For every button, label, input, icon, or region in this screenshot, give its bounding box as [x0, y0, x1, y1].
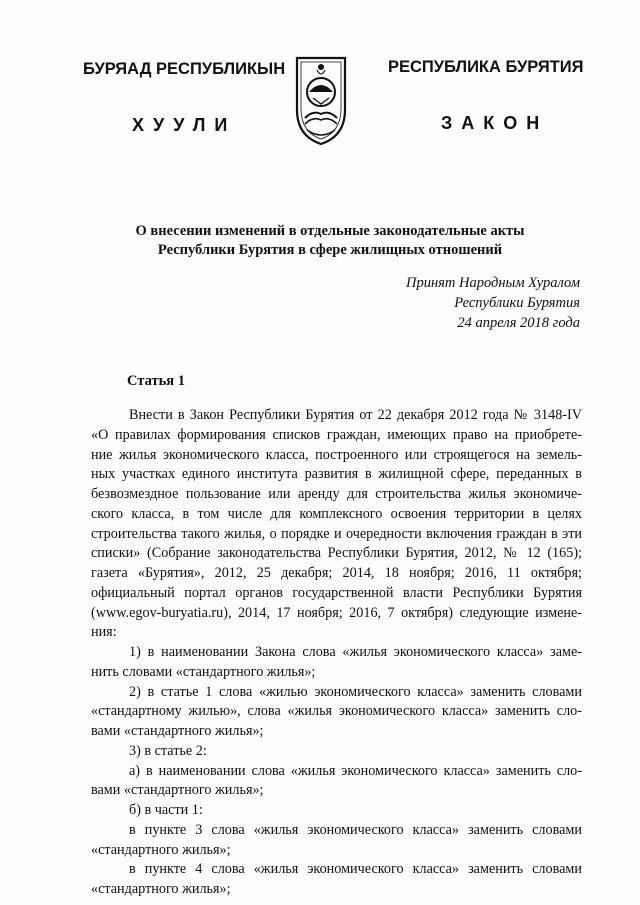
article-paragraph: 1) в наименовании Закона слова «жилья экономического класса» заме- нить словами «стандартного жилья»; [91, 644, 582, 680]
coat-of-arms-emblem-icon [293, 48, 349, 148]
adoption-date: 24 апреля 2018 года [457, 315, 580, 331]
article-heading: Статья 1 [127, 373, 185, 389]
law-title [60, 222, 600, 260]
header-buryat-law: ХУУЛИ [132, 115, 237, 135]
adoption-note [406, 273, 580, 333]
article-paragraph: в пункте 3 слова «жилья экономического класса» заменить словами «стандартного жилья»; [91, 821, 582, 858]
law-title-line: О внесении изменений в отдельные законодательные акты [135, 223, 525, 239]
law-title-line: Республики Бурятия в сфере жилищных отношений [157, 242, 503, 258]
article-paragraph: 3) в статье 2: [129, 742, 207, 759]
header-russian-law: ЗАКОН [441, 113, 549, 133]
article-paragraph: в пункте 4 слова «жилья экономического класса» заменить словами «стандартного жилья»; [91, 861, 582, 897]
adoption-note-line: Республики Бурятия [454, 295, 580, 311]
article-body [91, 406, 582, 900]
article-paragraph: Внести в Закон Республики Бурятия от 22 декабря 2012 года № 3148-IV «О правилах формирования списков граждан, имеющих право на приобрете- ние жилья экономического класса, построенного или строящегося на земель- ных участках единого института развития в жилищной сфере, переданных в безвозмездное пользование или аренду для строительства жилья экономиче- ского класса, в том числе для комплексного освоения территории в целях строительства такого жилья, о порядке и очередности включения граждан в эти списки» (Собрание законодательства Республики Бурятия, 2012, № 12 (165); газета «Бурятия», 2012, 25 декабря; 2014, 18 ноября; 2016, 11 октября; официальный портал органов государственной власти Республики Бурятия (www.egov-buryatia.ru), 2014, 17 ноября; 2016, 7 октября) следующие измене- ния: [91, 407, 582, 641]
adoption-note-line: Принят Народным Хуралом [405, 275, 580, 291]
header-russian-republic: РЕСПУБЛИКА БУРЯТИЯ [388, 58, 584, 76]
article-paragraph: а) в наименовании слова «жилья экономического класса» заменить сло- вами «стандартного жилья»; [91, 762, 582, 799]
article-paragraph: 2) в статье 1 слова «жилью экономического класса» заменить словами «стандартному жилью», слова «жилья экономического класса» заменить сло- вами «стандартного жилья»; [91, 683, 582, 739]
article-paragraph: б) в части 1: [129, 802, 203, 818]
header-buryat-republic: БУРЯАД РЕСПУБЛИКЫН [83, 60, 286, 78]
